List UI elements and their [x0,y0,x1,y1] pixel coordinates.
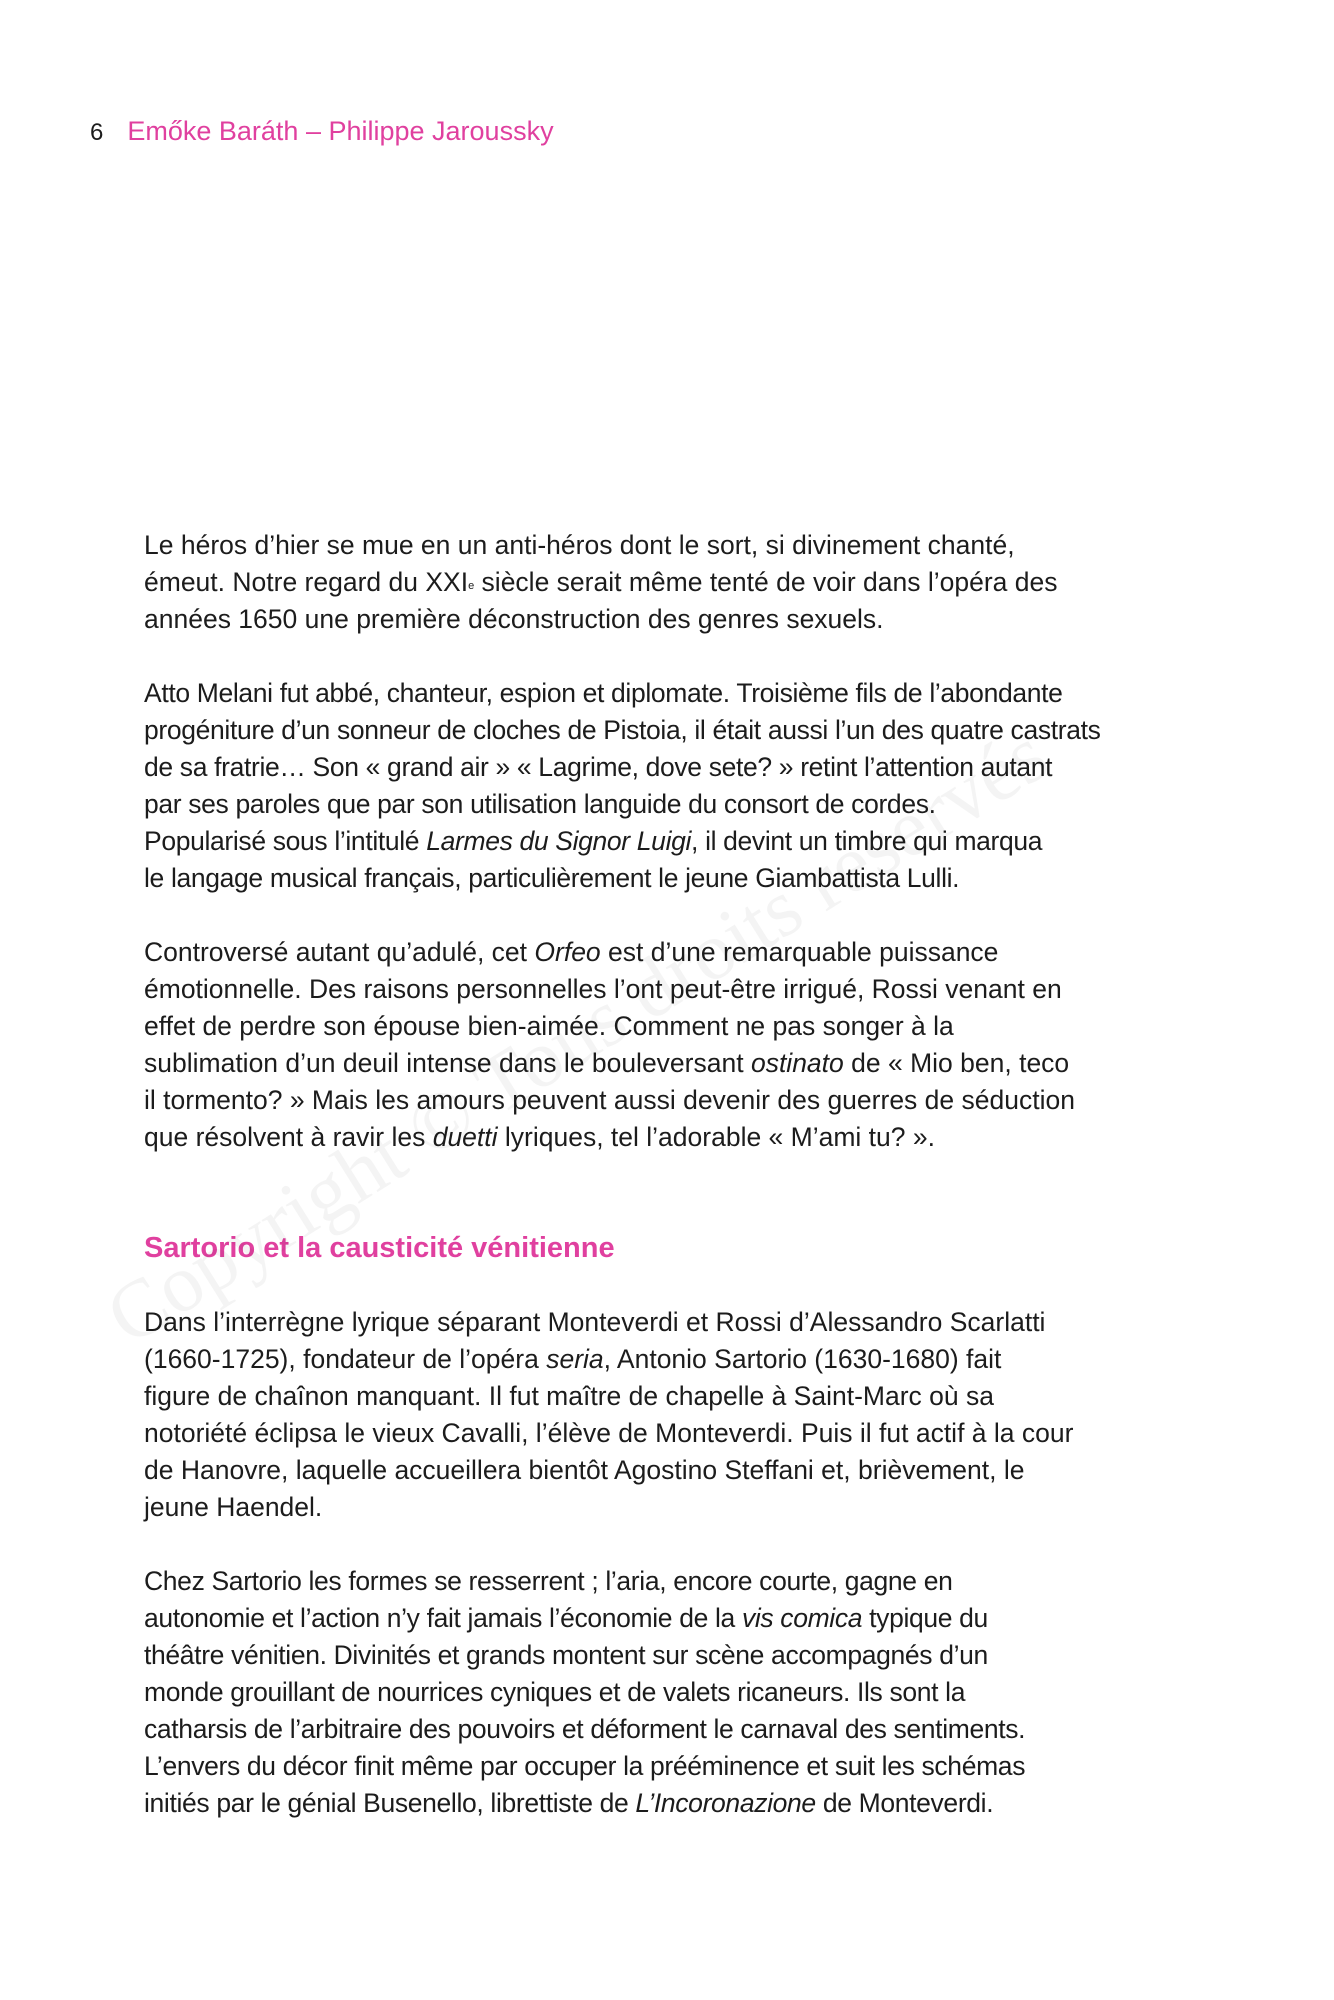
article-body [144,527,1204,1822]
text-line: , il devint un timbre qui marqua [691,826,1043,856]
text-line: lyriques, tel l’adorable « M’ami tu? ». [497,1122,935,1152]
text-line: Controversé autant qu’adulé, cet [144,937,535,967]
text-line: Chez Sartorio les formes se resserrent ; l’aria, encore courte, gagne en [144,1566,953,1596]
text-line: de « Mio ben, teco [843,1048,1070,1078]
text-line: il tormento? » Mais les amours peuvent aussi devenir des guerres de séduction [144,1085,1075,1115]
italic-term: seria [546,1344,604,1374]
text-line: notoriété éclipsa le vieux Cavalli, l’élève de Monteverdi. Puis il fut actif à la cour [144,1418,1074,1448]
paragraph-4 [144,1304,1204,1526]
running-header [90,118,554,145]
paragraph-2 [144,675,1204,897]
text-line: de Monteverdi. [815,1788,994,1818]
text-line: (1660-1725), fondateur de l’opéra [144,1344,547,1374]
text-line: émeut. Notre regard du XXI [144,567,469,597]
section-heading: Sartorio et la causticité vénitienne [144,1232,615,1264]
text-line: est d’une remarquable puissance [600,937,999,967]
superscript: e [468,580,475,592]
italic-title: Orfeo [534,937,601,967]
paragraph-3 [144,934,1204,1156]
italic-title: L’Incoronazione [635,1788,816,1818]
paragraph-1 [144,527,1204,638]
italic-term: vis comica [741,1603,863,1633]
text-line: progéniture d’un sonneur de cloches de Pistoia, il était aussi l’un des quatre castrats [144,715,1101,745]
text-line: typique du [862,1603,988,1633]
text-line: Atto Melani fut abbé, chanteur, espion et diplomate. Troisième fils de l’abondante [144,678,1063,708]
paragraph-5 [144,1563,1204,1822]
text-line: sublimation d’un deuil intense dans le bouleversant [144,1048,751,1078]
text-line: L’envers du décor finit même par occuper la prééminence et suit les schémas [144,1751,1026,1781]
text-line: que résolvent à ravir les [144,1122,433,1152]
text-line: par ses paroles que par son utilisation languide du consort de cordes. [144,789,936,819]
text-line: émotionnelle. Des raisons personnelles l’ont peut-être irrigué, Rossi venant en [144,974,1062,1004]
text-line: de Hanovre, laquelle accueillera bientôt Agostino Steffani et, brièvement, le [144,1455,1025,1485]
italic-term: ostinato [750,1048,844,1078]
text-line: Popularisé sous l’intitulé [144,826,427,856]
italic-title: Larmes du Signor Luigi [426,826,692,856]
text-line: de sa fratrie… Son « grand air » « Lagrime, dove sete? » retint l’attention autant [144,752,1053,782]
text-line: Le héros d’hier se mue en un anti-héros dont le sort, si divinement chanté, [144,530,1015,560]
text-line: , Antonio Sartorio (1630-1680) fait [603,1344,1002,1374]
text-line: siècle serait même tenté de voir dans l’opéra des [474,567,1058,597]
text-line: monde grouillant de nourrices cyniques et de valets ricaneurs. Ils sont la [144,1677,966,1707]
text-line: Dans l’interrègne lyrique séparant Monteverdi et Rossi d’Alessandro Scarlatti [144,1307,1046,1337]
text-line: figure de chaînon manquant. Il fut maître de chapelle à Saint-Marc où sa [144,1381,994,1411]
running-title: Emőke Baráth – Philippe Jaroussky [127,116,554,146]
text-line: catharsis de l’arbitraire des pouvoirs et déforment le carnaval des sentiments. [144,1714,1026,1744]
text-line: le langage musical français, particulièrement le jeune Giambattista Lulli. [144,863,960,893]
text-line: effet de perdre son épouse bien-aimée. Comment ne pas songer à la [144,1011,954,1041]
page-number: 6 [90,119,104,146]
italic-term: duetti [432,1122,498,1152]
text-line: initiés par le génial Busenello, librettiste de [144,1788,636,1818]
text-line: jeune Haendel. [144,1492,323,1522]
text-line: années 1650 une première déconstruction des genres sexuels. [144,604,884,634]
text-line: théâtre vénitien. Divinités et grands montent sur scène accompagnés d’un [144,1640,988,1670]
text-line: autonomie et l’action n’y fait jamais l’économie de la [144,1603,742,1633]
